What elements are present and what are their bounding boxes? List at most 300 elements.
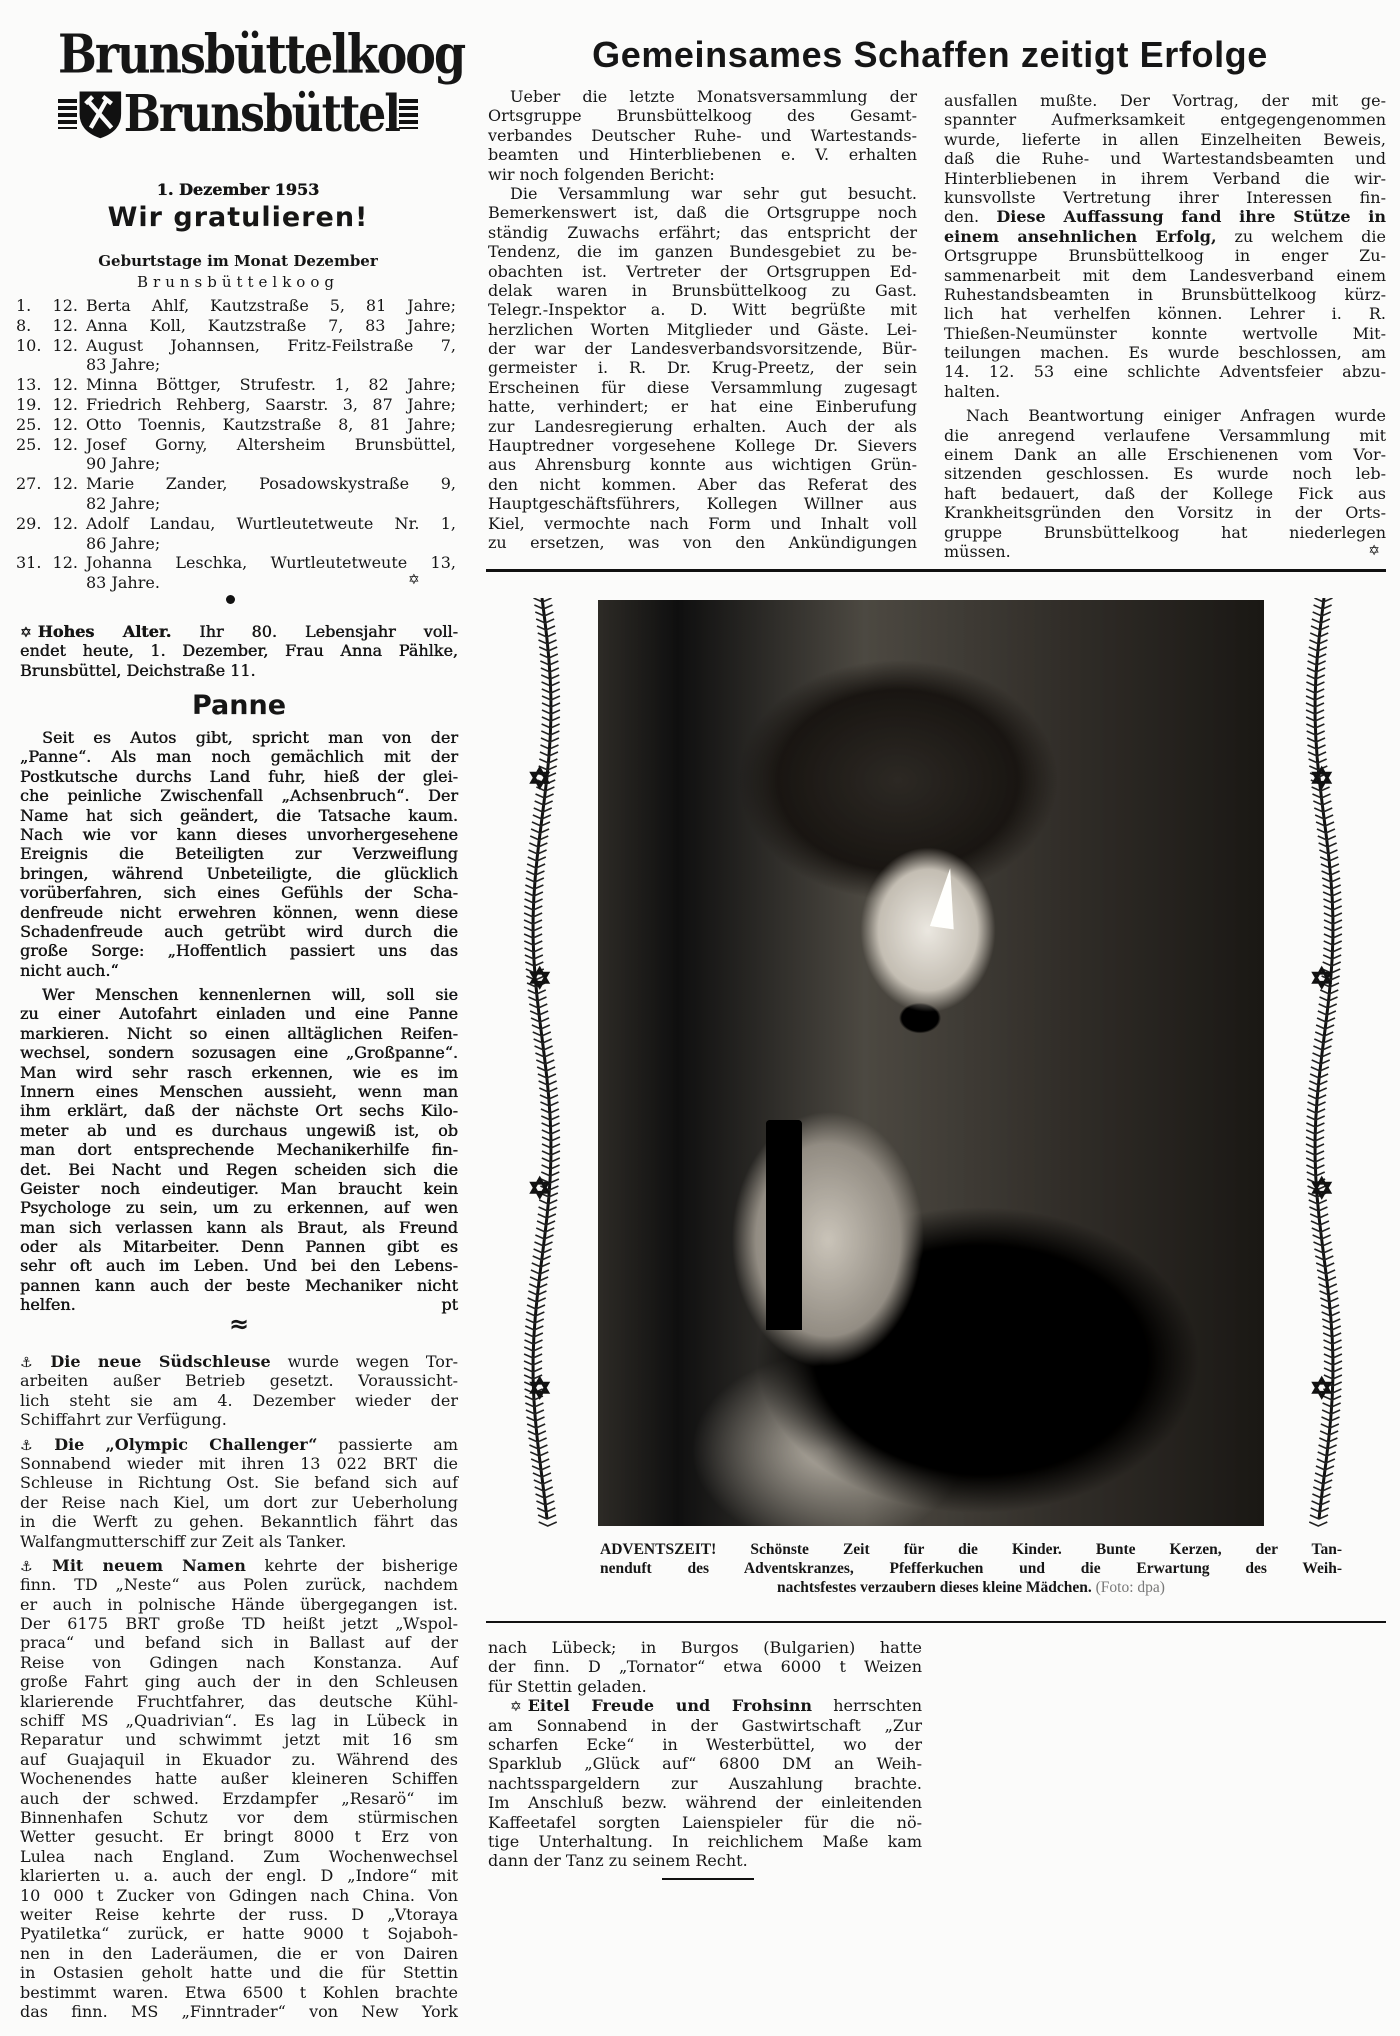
- text: Sparklub „Glück auf“ 6800 DM an Weih-: [488, 1754, 922, 1774]
- text-line: [20, 1575, 458, 1594]
- text-line: [20, 1672, 458, 1691]
- text: ausfallen mußte. Der Vortrag, der mit ge-: [944, 91, 1386, 110]
- birthday-person: Minna Böttger, Strufestr. 1, 82 Jahre;: [86, 375, 456, 395]
- paragraph: [944, 91, 1386, 401]
- text: Tendenz, die im ganzen Bundesgebiet zu be-: [488, 242, 917, 262]
- text-line: [20, 1532, 458, 1551]
- text-line: [20, 1043, 458, 1062]
- text-line: [488, 1716, 922, 1735]
- text: pannen kann auch der beste Mechaniker nicht: [20, 1275, 458, 1295]
- text: einem Dank an alle Erschienenen vom Vor-: [944, 445, 1386, 465]
- text: Walfangmutterschiff zur Zeit als Tanker.: [20, 1531, 347, 1551]
- star-icon: ✡: [528, 962, 552, 995]
- banner-stripes-right: [399, 99, 418, 129]
- ship-icon: ⚓: [20, 1437, 49, 1454]
- text-line: [488, 1735, 922, 1754]
- star-icon: ✡: [1310, 1372, 1334, 1405]
- lead-in: Die „Olympic Challenger“: [54, 1434, 318, 1454]
- text-line: [20, 1391, 458, 1410]
- text: hatte, verhindert; er hat eine Einberufung: [488, 397, 917, 417]
- text: große Sorge: „Hoffentlich passiert uns das: [20, 941, 458, 961]
- section-separator: ≈: [228, 1310, 250, 1338]
- text-line: [20, 1218, 458, 1237]
- text: Reparatur und schwimmt jetzt mit 16 sm: [20, 1730, 458, 1750]
- text-line: [20, 1473, 458, 1492]
- text: Postkutsche durchs Land fuhr, hieß der glei-: [20, 766, 458, 786]
- text: lich steht sie am 4. Dezember wieder der: [20, 1390, 458, 1410]
- birthday-entry-line: [16, 355, 456, 375]
- text: Nach wie vor kann dieses unvorhergesehene: [20, 824, 458, 844]
- birthday-entry-line: [16, 435, 456, 455]
- text-line: [488, 455, 917, 474]
- paragraph: [20, 1435, 458, 1551]
- text-line: [488, 1832, 922, 1851]
- text-line: [944, 266, 1386, 285]
- birthday-person: Josef Gorny, Altersheim Brunsbüttel,: [86, 434, 456, 454]
- lead-in: Eitel Freude und Frohsinn: [527, 1696, 813, 1716]
- text: markieren. Nicht so einen alltäglichen Reifen-: [20, 1023, 458, 1043]
- birthday-entry-line: [16, 474, 456, 494]
- text: halten.: [944, 381, 1001, 401]
- text-line: [488, 494, 917, 513]
- ship-icon: ⚓: [20, 1355, 45, 1371]
- text-line: [488, 1813, 922, 1832]
- birthday-date: 13. 12.: [16, 375, 78, 395]
- text: kehrte der bisherige: [245, 1555, 458, 1575]
- lead-in: Mit neuem Namen: [52, 1555, 246, 1575]
- masthead-line-1: Brunsbüttelkoog: [58, 22, 465, 86]
- text: Kiel, vermochte nach Form und Inhalt voll: [488, 513, 917, 533]
- text-line: [20, 844, 458, 863]
- text: Telegr.-Inspektor a. D. Witt begrüßte mit: [488, 300, 917, 320]
- text-line: [20, 2002, 458, 2021]
- text-line: [20, 1711, 458, 1730]
- paragraph: [488, 184, 917, 552]
- text-line: [488, 378, 917, 397]
- text-line: [488, 126, 917, 145]
- text: den nicht kommen. Aber das Referat des: [488, 474, 917, 494]
- hohes-alter-notice: [20, 622, 458, 680]
- paper-star: [930, 867, 962, 930]
- text: Pyatiletka“ zurück, er hatte 9000 t Sojaboh-: [20, 1924, 458, 1944]
- text-line: [488, 300, 917, 319]
- text: in Ostasien geholt hatte und die für Stettin: [20, 1963, 458, 1983]
- birthday-person: Anna Koll, Kautzstraße 7, 83 Jahre;: [86, 315, 456, 335]
- text: teilungen machen. Es wurde beschlossen, am: [944, 343, 1386, 363]
- text-line: [488, 145, 917, 164]
- birthday-person: 83 Jahre.: [86, 573, 160, 593]
- text-line: [20, 1808, 458, 1827]
- text-line: [488, 242, 917, 261]
- text: Brunsbüttel, Deichstraße 11.: [20, 660, 256, 680]
- text-line: [20, 767, 458, 786]
- text: das finn. MS „Finntrader“ von New York: [20, 2001, 458, 2021]
- birthday-entry-line: [16, 415, 456, 435]
- birthday-person: Marie Zander, Posadowskystraße 9,: [86, 474, 456, 494]
- bold-text: Diese Auffassung fand ihre Stütze in: [996, 207, 1386, 227]
- text: det. Bei Nacht und Regen scheiden sich die: [20, 1159, 458, 1179]
- star-icon: ✡: [528, 1172, 552, 1205]
- panne-paragraph-2: [20, 985, 458, 1315]
- birthday-date: 1. 12.: [16, 296, 78, 315]
- text-line: [488, 397, 917, 416]
- text: Psychologe zu sein, um zu erkennen, auf wen: [20, 1198, 458, 1218]
- text: Ihr 80. Lebensjahr voll-: [171, 622, 458, 641]
- text-line: [488, 417, 917, 436]
- advent-photo: [598, 600, 1264, 1526]
- text: wir noch folgenden Bericht:: [488, 164, 715, 184]
- text-line: [488, 339, 917, 358]
- ship-icon: ⚓: [20, 1558, 47, 1575]
- caption-text: Schönste Zeit für die Kinder. Bunte Kerzen, der Tan-: [716, 1541, 1342, 1558]
- text-line: [488, 1677, 922, 1696]
- text: sehr oft auch im Leben. Und bei den Lebens-: [20, 1256, 458, 1276]
- text-line: [488, 1793, 922, 1812]
- text: Name hat sich geändert, die Tatsache kaum.: [20, 805, 458, 825]
- birthday-entry-line: [16, 375, 456, 395]
- text: man dort entsprechende Mechanikerhilfe fin-: [20, 1140, 458, 1160]
- text: verbandes Deutscher Ruhe- und Wartestands-: [488, 125, 917, 145]
- photo-caption: [600, 1540, 1342, 1597]
- birthdays-place: Brunsbüttelkoog: [137, 273, 339, 291]
- text-line: [20, 1024, 458, 1043]
- text: passierte am: [317, 1434, 458, 1454]
- text: beamten und Hinterbliebenen e. V. erhalten: [488, 145, 917, 165]
- birthday-entry-line: [16, 534, 456, 554]
- text-line: [944, 246, 1386, 265]
- text: ständig Zuwachs erfährt; das entspricht der: [488, 222, 917, 242]
- text-line: [488, 165, 917, 184]
- star-icon: ✡: [528, 762, 552, 795]
- birthday-entry-line: [16, 573, 456, 593]
- birthday-person: 82 Jahre;: [86, 493, 161, 513]
- caption-lead: ADVENTSZEIT!: [600, 1541, 717, 1558]
- text-line: [488, 1657, 922, 1676]
- birthday-entry-line: [16, 514, 456, 534]
- text-line: [488, 223, 917, 242]
- text: Erscheinen für diese Versammlung zugesagt: [488, 377, 917, 397]
- text: oder als Mitarbeiter. Denn Pannen gibt es: [20, 1237, 458, 1257]
- birthday-date: 25. 12.: [16, 434, 78, 454]
- text: Lulea nach England. Zum Wochenwechsel: [20, 1846, 458, 1866]
- text: sitzenden geschlossen. Es wurde noch leb-: [944, 464, 1386, 484]
- text-line: [944, 362, 1386, 381]
- birthday-person: 83 Jahre;: [86, 355, 161, 375]
- text-line: [944, 382, 1386, 401]
- text-line: [944, 227, 1386, 246]
- text-line: [20, 1004, 458, 1023]
- candle: [766, 1120, 802, 1330]
- text: Binnenhafen Schutz vor dem stürmischen: [20, 1807, 458, 1827]
- text: auf Guajaquil in Ekuador zu. Während des: [20, 1749, 458, 1769]
- text-line: [488, 1754, 922, 1773]
- text: weiter Reise kehrte der russ. D „Vtoraya: [20, 1904, 458, 1924]
- text-line: [20, 806, 458, 825]
- text-line: [20, 1653, 458, 1672]
- article-column-2: [944, 91, 1386, 561]
- text: lich hat verhelfen können. Lehrer i. R.: [944, 304, 1386, 324]
- birthday-date: 8. 12.: [16, 315, 78, 335]
- text-line: [944, 149, 1386, 168]
- text: tige Unterhaltung. In reichlichem Maße kam: [488, 1831, 922, 1851]
- text: Im Anschluß bezw. während der einleitenden: [488, 1793, 922, 1813]
- text-line: [20, 1983, 458, 2002]
- text: Die Versammlung war sehr gut besucht.: [510, 183, 917, 203]
- article-column-1: [488, 87, 917, 552]
- text: 14. 12. 53 eine schlichte Adventsfeier abzu-: [944, 362, 1386, 382]
- text: Wetter gesucht. Er bringt 8000 t Erz von: [20, 1827, 458, 1847]
- text-line: [20, 941, 458, 960]
- text-line: [20, 1256, 458, 1275]
- star-icon: ✡: [510, 1699, 522, 1716]
- issue-date: 1. Dezember 1953: [156, 180, 320, 199]
- text-line: [944, 464, 1386, 483]
- text: man sich verlassen kann als Braut, als Freund: [20, 1217, 458, 1237]
- text: Man wird sehr rasch erkennen, wie es im: [20, 1062, 458, 1082]
- text-line: [20, 1140, 458, 1159]
- text: Schleuse in Richtung Ost. Sie befand sich auf: [20, 1473, 458, 1493]
- star-icon: ✡: [1310, 762, 1334, 795]
- text-line: [944, 304, 1386, 323]
- text-line: [20, 1730, 458, 1749]
- text: der finn. D „Tornator“ etwa 6000 t Weizen: [488, 1657, 922, 1677]
- text-line: [20, 1121, 458, 1140]
- birthday-date: 27. 12.: [16, 474, 78, 494]
- text-line: [20, 1276, 458, 1295]
- text-line: [20, 1160, 458, 1179]
- author-initials: pt: [441, 1295, 458, 1315]
- text-line: [20, 1410, 458, 1429]
- text: meter ab und es durchaus ungewiß ist, ob: [20, 1120, 458, 1140]
- text: in die Werft zu gehen. Bekanntlich fährt das: [20, 1512, 458, 1532]
- text: Hinterbliebenen in ihrem Verband die wir-: [944, 168, 1386, 188]
- text-line: [20, 1692, 458, 1711]
- bullet-separator: [226, 595, 235, 604]
- text: „Panne“. Als man noch gemächlich mit der: [20, 747, 458, 767]
- birthday-date: 31. 12.: [16, 553, 78, 573]
- caption-text: nachtsfestes verzaubern dieses kleine Mädchen.: [777, 1579, 1096, 1596]
- text-line: [944, 406, 1386, 425]
- star-icon: ✡: [20, 625, 32, 641]
- text-line: [20, 1595, 458, 1614]
- paragraph: [944, 406, 1386, 561]
- text-line: [20, 1435, 458, 1454]
- text: endet heute, 1. Dezember, Frau Anna Pählke,: [20, 641, 458, 661]
- paragraph: [20, 728, 458, 980]
- text: ihm erklärt, daß der nächste Ort sechs Kilo-: [20, 1101, 458, 1121]
- text: zu einer Autofahrt einladen und eine Panne: [20, 1004, 458, 1024]
- text: am Sonnabend in der Gastwirtschaft „Zur: [488, 1715, 922, 1735]
- panne-heading: Panne: [191, 690, 287, 721]
- text: Innern eines Menschen aussieht, wenn man: [20, 1081, 458, 1101]
- text-line: [944, 503, 1386, 522]
- birthday-person: Adolf Landau, Wurtleutetweute Nr. 1,: [86, 513, 456, 533]
- text: aus Ahrensburg konnte aus wichtigen Grün-: [488, 455, 917, 475]
- bold-text: einem ansehnlichen Erfolg,: [944, 226, 1217, 246]
- text: Schiffahrt zur Verfügung.: [20, 1410, 227, 1430]
- text: auch der schwed. Erzdampfer „Resarö“ im: [20, 1788, 458, 1808]
- text: klarierten u. a. auch der engl. D „Indore“ mit: [20, 1866, 458, 1886]
- text-line: [20, 1371, 458, 1390]
- text: Nach Beantwortung einiger Anfragen wurde: [966, 406, 1386, 426]
- text-line: [20, 1556, 458, 1575]
- text: nachtsspargeldern zur Auszahlung brachte.: [488, 1773, 922, 1793]
- text: denfreude nicht erwehren können, wenn diese: [20, 902, 458, 922]
- text: wurde wegen Tor-: [270, 1352, 458, 1371]
- birthday-person: Johanna Leschka, Wurtleutetweute 13,: [86, 553, 456, 573]
- birthday-entry-line: [16, 494, 456, 514]
- text-line: [944, 445, 1386, 464]
- text-line: [944, 523, 1386, 542]
- text-line: [20, 661, 458, 680]
- text-line: [20, 1614, 458, 1633]
- text: bestimmt waren. Etwa 6500 t Kohlen brachte: [20, 1982, 458, 2002]
- birthday-person: August Johannsen, Fritz-Feilstraße 7,: [86, 335, 456, 355]
- text-line: [20, 1063, 458, 1082]
- text-line: [20, 1769, 458, 1788]
- paragraph: [20, 1352, 458, 1430]
- masthead-logo: [58, 22, 465, 154]
- birthday-person: Berta Ahlf, Kautzstraße 5, 81 Jahre;: [86, 296, 456, 315]
- text-line: [944, 188, 1386, 207]
- text: Bemerkenswert ist, daß die Ortsgruppe noch: [488, 203, 917, 223]
- text: Ruhestandsbeamten in Brunsbüttelkoog kürz-: [944, 284, 1386, 304]
- birthday-person: Otto Toennis, Kautzstraße 8, 81 Jahre;: [86, 414, 456, 434]
- text-line: [20, 903, 458, 922]
- text-line: [20, 922, 458, 941]
- text-line: [20, 622, 458, 641]
- text-line: [20, 747, 458, 766]
- text-line: [20, 1237, 458, 1256]
- text: germeister i. R. Dr. Krug-Preetz, der sein: [488, 358, 917, 378]
- text-line: [488, 281, 917, 300]
- text: zur Landesregierung erhalten. Auch der als: [488, 416, 917, 436]
- text-line: [944, 285, 1386, 304]
- shipping-news-continued: [488, 1638, 922, 1871]
- birthday-date: 25. 12.: [16, 414, 78, 434]
- text: Kaffeetafel sorgten Laienspieler für die nö-: [488, 1812, 922, 1832]
- text: Ortsgruppe Brunsbüttelkoog in enger Zu-: [944, 246, 1386, 266]
- text-line: [20, 1512, 458, 1531]
- text: arbeiten außer Betrieb gesetzt. Voraussicht-: [20, 1371, 458, 1391]
- birthdays-subtitle: Geburtstage im Monat Dezember: [98, 252, 378, 270]
- text: Ereignis die Beteiligten zur Verzweiflung: [20, 844, 458, 864]
- caption-text: nenduft des Adventskranzes, Pfefferkuchen und die Erwartung des Weih-: [600, 1560, 1342, 1577]
- text-line: [944, 484, 1386, 503]
- text-line: [944, 324, 1386, 343]
- text: für Stettin geladen.: [488, 1676, 647, 1696]
- text: Wer Menschen kennenlernen will, soll sie: [42, 985, 458, 1004]
- text-line: [20, 864, 458, 883]
- text-line: [20, 1789, 458, 1808]
- birthday-entry-line: [16, 296, 456, 316]
- text: Der 6175 BRT große TD heißt jetzt „Wspol-: [20, 1614, 458, 1634]
- text-line: [20, 1924, 458, 1943]
- paragraph: [20, 985, 458, 1315]
- text-line: [20, 1101, 458, 1120]
- text: nicht auch.“: [20, 960, 119, 980]
- birthday-entry-line: [16, 316, 456, 336]
- paragraph: [20, 622, 458, 680]
- text-line: [20, 786, 458, 805]
- text: Thießen-Neumünster konnte wertvolle Mit-: [944, 323, 1386, 343]
- text-line: [20, 1352, 458, 1371]
- text-line: [20, 728, 458, 747]
- text: Hauptgeschäftsführers, Kollegen Willner aus: [488, 494, 917, 514]
- birthday-entry-line: [16, 553, 456, 573]
- text-line: [488, 106, 917, 125]
- text: er auch in polnische Hände übergegangen ist.: [20, 1594, 458, 1614]
- fir-garland-right: [1296, 598, 1352, 1533]
- panne-paragraph-1: [20, 728, 458, 980]
- text: nach Lübeck; in Burgos (Bulgarien) hatte: [488, 1638, 922, 1657]
- text: 10 000 t Zucker von Gdingen nach China. Von: [20, 1885, 458, 1905]
- text: haft bedauert, daß der Kollege Fick aus: [944, 483, 1386, 503]
- text-line: [20, 961, 458, 980]
- text-line: [488, 533, 917, 552]
- text: Seit es Autos gibt, spricht man von der: [42, 728, 458, 747]
- paragraph: [488, 1638, 922, 1696]
- masthead-line-2: Brunsbüttel: [123, 84, 399, 144]
- text: dann der Tanz zu seinem Recht.: [488, 1851, 748, 1871]
- text-line: [20, 1493, 458, 1512]
- text-line: [488, 87, 917, 106]
- text: der Reise nach Kiel, um dort zur Ueberholung: [20, 1492, 458, 1512]
- text: zu welchem die: [1216, 226, 1387, 246]
- text-line: [20, 1847, 458, 1866]
- text: der war der Landesverbandsvorsitzende, Bür-: [488, 339, 917, 359]
- text-line: [20, 1750, 458, 1769]
- text-line: [20, 883, 458, 902]
- text-line: [20, 1198, 458, 1217]
- text: obachten ist. Vertreter der Ortsgruppen Ed-: [488, 261, 917, 281]
- text: große Fahrt ging auch der in den Schleusen: [20, 1672, 458, 1692]
- birthday-list: [16, 296, 456, 593]
- text: Schadenfreude auch getrübt wird durch die: [20, 921, 458, 941]
- text: den.: [944, 207, 997, 227]
- text: praca“ und befand sich in Ballast auf der: [20, 1633, 458, 1653]
- text-line: [488, 358, 917, 377]
- text: die anregend verlaufene Versammlung mit: [944, 425, 1386, 445]
- text: herzlichen Worten Mitglieder und Gäste. Lei-: [488, 319, 917, 339]
- text-line: [20, 1944, 458, 1963]
- text: Krankheitsgründen den Vorsitz in der Orts-: [944, 503, 1386, 523]
- birthday-person: Friedrich Rehberg, Saarstr. 3, 87 Jahre;: [86, 394, 456, 414]
- text-line: [20, 1827, 458, 1846]
- paragraph: [488, 87, 917, 184]
- text: helfen.: [20, 1295, 76, 1315]
- lead-in: Hohes Alter.: [37, 622, 172, 641]
- text: schiff MS „Quadrivian“. Es lag in Lübeck in: [20, 1711, 458, 1731]
- text-line: [488, 320, 917, 339]
- birthday-person: 86 Jahre;: [86, 533, 161, 553]
- text-line: [488, 1696, 922, 1715]
- text-line: [944, 110, 1386, 129]
- star-icon: ✡: [1310, 1172, 1334, 1205]
- text: bringen, während Unbeteiligte, die glücklich: [20, 863, 458, 883]
- star-icon: ✡: [1310, 962, 1334, 995]
- text-line: [20, 1905, 458, 1924]
- paragraph: [20, 1556, 458, 2021]
- text: Sonnabend wieder mit ihren 13 022 BRT die: [20, 1453, 458, 1473]
- text: Reise von Gdingen nach Konstanza. Auf: [20, 1652, 458, 1672]
- text: kunsvollste Vertretung ihrer Interessen fin-: [944, 187, 1386, 207]
- text-line: [944, 169, 1386, 188]
- text-line: [20, 985, 458, 1004]
- text-line: [944, 130, 1386, 149]
- end-rule: [662, 1878, 754, 1880]
- text: wurde, lieferte in allen Einzelheiten Beweis,: [944, 129, 1386, 149]
